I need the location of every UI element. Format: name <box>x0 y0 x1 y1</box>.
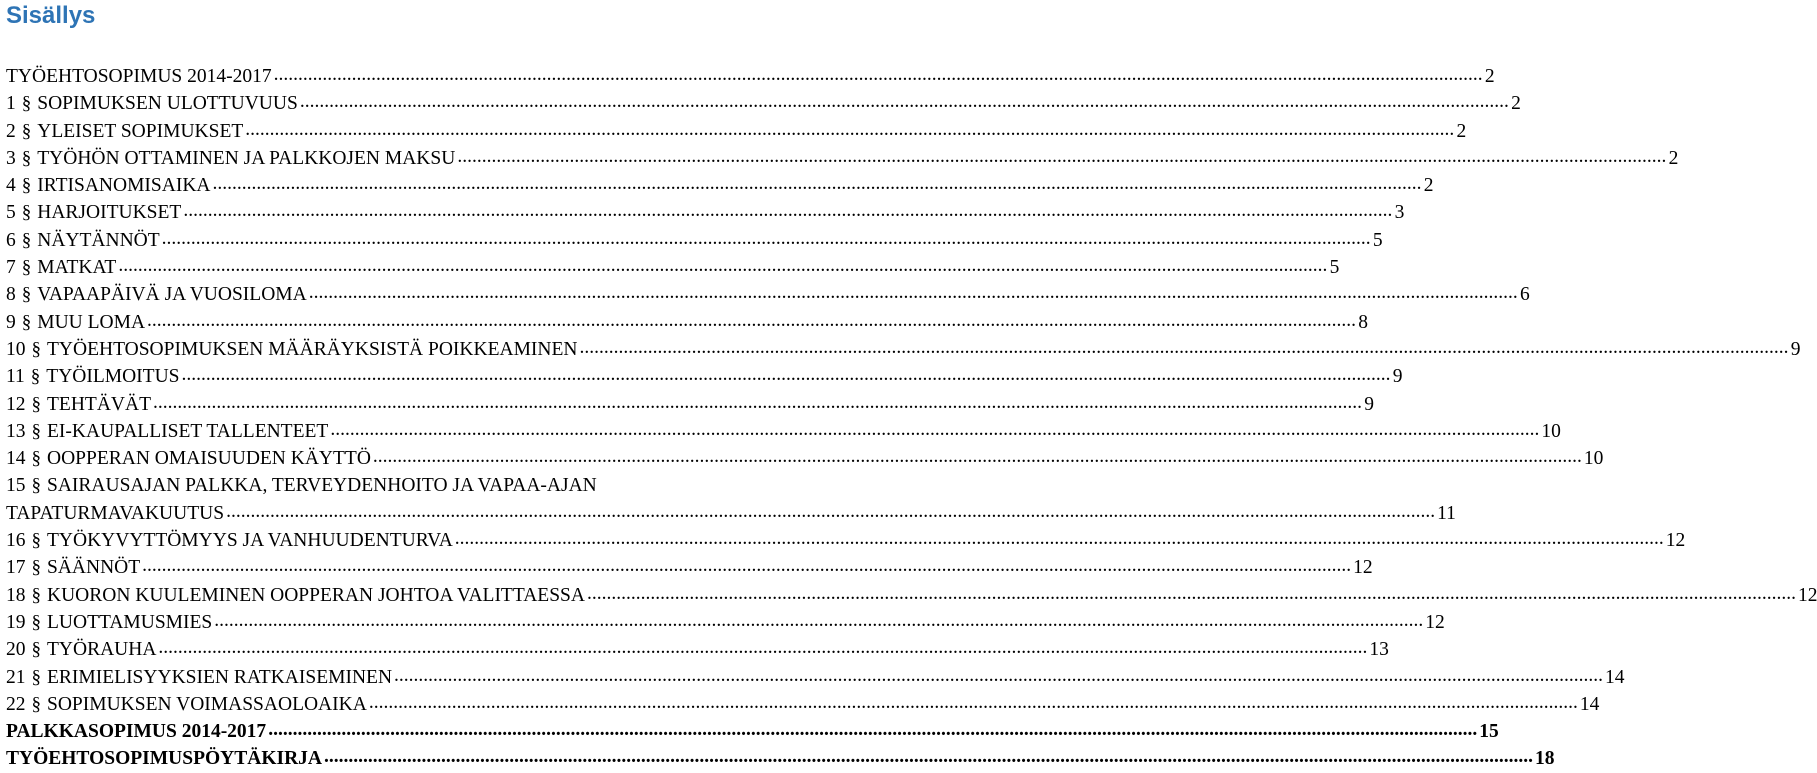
dot-leader <box>330 416 1539 443</box>
section-number: 4 <box>6 175 16 197</box>
section-sign: § <box>21 257 32 279</box>
entry-label: TYÖEHTOSOPIMUKSEN MÄÄRÄYKSISTÄ POIKKEAMINEN <box>47 338 578 360</box>
entry-label: HARJOITUKSET <box>37 202 182 224</box>
dot-leader <box>213 170 1422 197</box>
page-number: 2 <box>1423 175 1434 197</box>
section-number: 18 <box>6 584 26 606</box>
section-sign: § <box>21 202 32 224</box>
entry-label: SOPIMUKSEN ULOTTUVUUS <box>37 93 298 115</box>
section-sign: § <box>31 639 41 661</box>
section-sign: § <box>31 666 41 688</box>
page-number: 12 <box>1665 530 1686 552</box>
page-number: 10 <box>1541 420 1561 442</box>
dot-leader <box>580 334 1789 361</box>
entry-label: TYÖEHTOSOPIMUSPÖYTÄKIRJA <box>6 748 323 770</box>
entry-label: KUORON KUULEMINEN OOPPERAN JOHTOA VALITTAESSA <box>47 584 585 606</box>
page-number: 11 <box>1437 502 1456 524</box>
dot-leader <box>394 662 1603 689</box>
entry-label: MATKAT <box>37 257 117 279</box>
toc-entry[interactable] <box>6 418 1561 445</box>
page-number: 2 <box>1456 120 1467 142</box>
section-sign: § <box>31 393 41 415</box>
entry-label: YLEISET SOPIMUKSET <box>37 120 244 142</box>
section-sign: § <box>21 284 32 306</box>
toc-entry[interactable] <box>6 691 1600 718</box>
dot-leader <box>245 116 1454 143</box>
section-sign: § <box>31 584 41 606</box>
toc-entry[interactable] <box>6 609 1445 636</box>
section-sign: § <box>31 420 41 442</box>
toc-entry[interactable] <box>6 745 1555 772</box>
section-number: 7 <box>6 257 16 279</box>
entry-label: ERIMIELISYYKSIEN RATKAISEMINEN <box>47 666 393 688</box>
section-number: 3 <box>6 147 16 169</box>
toc-entry[interactable] <box>6 582 1817 609</box>
dot-leader <box>214 607 1423 634</box>
entry-label: LUOTTAMUSMIES <box>47 611 213 633</box>
section-sign: § <box>30 366 41 388</box>
page-number: 14 <box>1605 666 1625 688</box>
section-sign: § <box>31 475 41 497</box>
section-number: 12 <box>6 393 26 415</box>
page-number: 8 <box>1358 311 1369 333</box>
toc-entry[interactable] <box>6 554 1373 581</box>
section-sign: § <box>21 120 32 142</box>
section-number: 9 <box>6 311 16 333</box>
toc-entry[interactable] <box>6 254 1340 281</box>
entry-label: TYÖILMOITUS <box>46 366 180 388</box>
section-number: 16 <box>6 530 26 552</box>
toc-entry[interactable] <box>6 718 1499 745</box>
dot-leader <box>324 743 1533 770</box>
entry-label: SÄÄNNÖT <box>47 557 141 579</box>
page-number: 15 <box>1479 721 1499 743</box>
entry-label: SOPIMUKSEN VOIMASSAOLOAIKA <box>47 693 367 715</box>
dot-leader <box>274 61 1483 88</box>
entry-label: TYÖEHTOSOPIMUS 2014-2017 <box>6 66 272 87</box>
entry-label: OOPPERAN OMAISUUDEN KÄYTTÖ <box>47 448 371 470</box>
toc-entry[interactable] <box>6 281 1530 308</box>
section-sign: § <box>21 175 32 197</box>
section-number: 8 <box>6 284 16 306</box>
page-number: 10 <box>1583 448 1604 470</box>
dot-leader <box>455 525 1664 552</box>
page-number: 2 <box>1484 66 1495 87</box>
section-sign: § <box>21 311 32 333</box>
entry-label: TYÖHÖN OTTAMINEN JA PALKKOJEN MAKSU <box>37 147 456 169</box>
page-number: 2 <box>1511 93 1521 115</box>
toc-entry[interactable] <box>6 636 1389 663</box>
section-sign: § <box>21 147 32 169</box>
section-number: 13 <box>6 420 26 442</box>
toc-entry[interactable] <box>6 336 1801 363</box>
dot-leader <box>300 88 1509 115</box>
dot-leader <box>162 225 1371 252</box>
dot-leader <box>118 252 1327 279</box>
page-number: 3 <box>1394 202 1405 224</box>
dot-leader <box>309 279 1518 306</box>
section-number: 6 <box>6 229 16 251</box>
toc-entry[interactable] <box>6 227 1383 254</box>
dot-leader <box>183 197 1392 224</box>
toc-entry[interactable] <box>6 664 1625 691</box>
entry-label: TYÖRAUHA <box>47 639 157 661</box>
section-number: 5 <box>6 202 16 224</box>
section-number: 20 <box>6 639 26 661</box>
dot-leader <box>587 580 1796 607</box>
page-number: 5 <box>1329 257 1340 279</box>
dot-leader <box>373 443 1582 470</box>
dot-leader <box>369 689 1578 716</box>
section-sign: § <box>31 557 41 579</box>
toc-entry[interactable] <box>6 90 1521 117</box>
section-sign: § <box>21 229 32 251</box>
page-number: 9 <box>1790 338 1801 360</box>
entry-label: PALKKASOPIMUS 2014-2017 <box>6 721 267 743</box>
page-number: 5 <box>1372 229 1383 251</box>
page-number: 13 <box>1369 639 1389 661</box>
dot-leader <box>142 552 1351 579</box>
toc-entry[interactable] <box>6 199 1405 226</box>
toc-list <box>6 63 1817 773</box>
toc-entry[interactable] <box>6 145 1679 172</box>
dot-leader <box>158 634 1367 661</box>
entry-label: TEHTÄVÄT <box>47 393 151 415</box>
section-number: 2 <box>6 120 16 142</box>
section-sign: § <box>31 611 41 633</box>
entry-label: VAPAAPÄIVÄ JA VUOSILOMA <box>37 284 307 306</box>
page-number: 18 <box>1535 748 1555 770</box>
dot-leader <box>182 361 1391 388</box>
page-number: 12 <box>1425 611 1445 633</box>
toc-entry[interactable] <box>6 445 1604 472</box>
page-number: 14 <box>1579 693 1600 715</box>
toc-entry[interactable] <box>6 527 1686 554</box>
toc-entry[interactable] <box>6 63 1495 90</box>
section-sign: § <box>31 448 41 470</box>
toc-title: Sisällys <box>6 2 96 29</box>
section-sign: § <box>31 693 41 715</box>
toc-entry[interactable] <box>6 472 964 499</box>
dot-leader <box>147 307 1356 334</box>
entry-label-continuation: TAPATURMAVAKUUTUS <box>6 502 225 524</box>
section-number: 14 <box>6 448 26 470</box>
section-number: 1 <box>6 93 16 115</box>
entry-label: NÄYTÄNNÖT <box>37 229 160 251</box>
toc-entry[interactable] <box>6 118 1467 145</box>
section-number: 22 <box>6 693 26 715</box>
section-number: 10 <box>6 338 26 360</box>
section-number: 17 <box>6 557 26 579</box>
entry-label: MUU LOMA <box>37 311 146 333</box>
section-sign: § <box>31 530 41 552</box>
dot-leader <box>268 716 1477 743</box>
toc-entry[interactable] <box>6 309 1369 336</box>
section-number: 15 <box>6 475 26 497</box>
entry-label: TYÖKYVYTTÖMYYS JA VANHUUDENTURVA <box>47 530 453 552</box>
toc-entry[interactable] <box>6 391 1374 418</box>
dot-leader <box>153 389 1362 416</box>
toc-entry[interactable] <box>6 172 1434 199</box>
toc-entry[interactable] <box>6 363 1403 390</box>
toc-entry-continuation[interactable] <box>6 500 1456 527</box>
page-number: 12 <box>1353 557 1373 579</box>
dot-leader <box>457 143 1666 170</box>
section-sign: § <box>31 338 41 360</box>
page-number: 12 <box>1797 584 1817 606</box>
page-number: 9 <box>1392 366 1403 388</box>
section-number: 21 <box>6 666 26 688</box>
entry-label: IRTISANOMISAIKA <box>37 175 211 197</box>
section-number: 19 <box>6 611 26 633</box>
entry-label: SAIRAUSAJAN PALKKA, TERVEYDENHOITO JA VAPAA-AJAN <box>47 475 597 497</box>
section-sign: § <box>21 93 32 115</box>
section-number: 11 <box>6 366 25 388</box>
page-number: 9 <box>1364 393 1374 415</box>
page-number: 6 <box>1519 284 1530 306</box>
dot-leader <box>226 498 1435 525</box>
entry-label: EI-KAUPALLISET TALLENTEET <box>47 420 329 442</box>
page-number: 2 <box>1668 147 1679 169</box>
